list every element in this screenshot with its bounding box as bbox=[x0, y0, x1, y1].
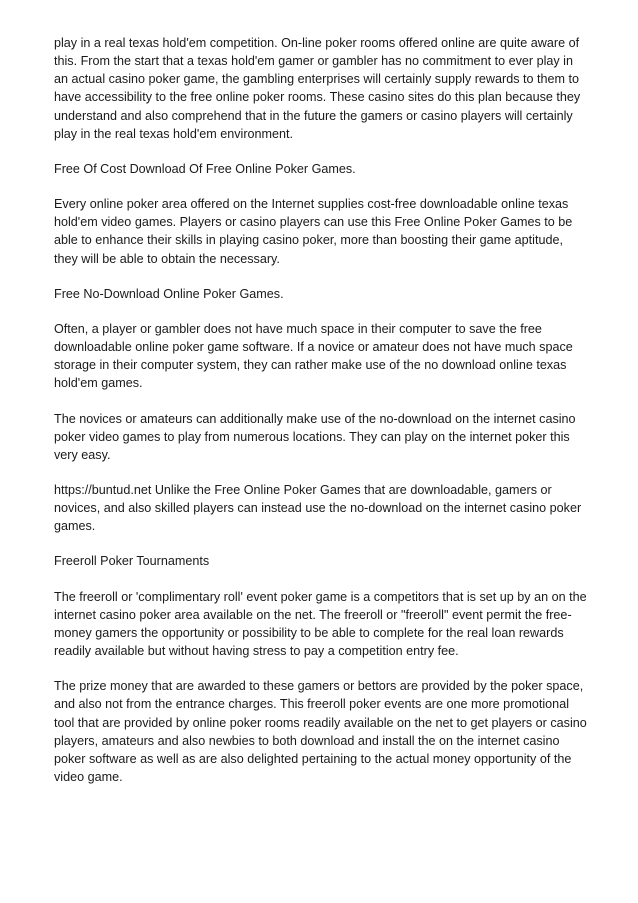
freeroll-paragraph: The freeroll or 'complimentary roll' event poker game is a competitors that is set up by an on the internet casino poker area available on the net. The freeroll or "freeroll" event permit the free-money gamers the opportunity or possibility to be able to complete for the real loan rewards readily available but without having stress to pay a competition entry fee. bbox=[54, 589, 587, 659]
no-download-heading: Free No-Download Online Poker Games. bbox=[54, 286, 284, 301]
freeroll-heading: Freeroll Poker Tournaments bbox=[54, 554, 210, 569]
novices-paragraph: The novices or amateurs can additionally make use of the no-download on the internet casino poker video games to play from numerous locations. They can play on the internet poker this very easy. bbox=[54, 411, 576, 462]
free-download-paragraph: Every online poker area offered on the Internet supplies cost-free downloadable online texas hold'em video games. Players or casino players can use this Free Online Poker Games to be able to enhance their skills in playing casino poker, more than boosting their game aptitude, they will be able to obtain the necessary. bbox=[54, 197, 573, 266]
no-download-paragraph: Often, a player or gambler does not have much space in their computer to save the free downloadable online poker game software. If a novice or amateur does not have much space storage in their computer system, they can rather make use of the no download online texas hold'em games. bbox=[54, 321, 573, 391]
prize-money-paragraph: The prize money that are awarded to these gamers or bettors are provided by the poker space, and also not from the entrance charges. This freeroll poker events are one more promotional tool that are provided by online poker rooms readily available on the net to get players or casino players, amateurs and also newbies to both download and install the on the internet casino poker software as well as are also delighted pertaining to the actual money opportunity of the video game. bbox=[54, 679, 587, 784]
intro-paragraph: play in a real texas hold'em competition. On-line poker rooms offered online are quite aware of this. From the start that a texas hold'em gamer or gambler has no commitment to ever play in an actual casino poker game, the gambling enterprises will certainly supply rewards to them to have accessibility to the free online poker rooms. These casino sites do this plan because they understand and also comprehend that in the future the gamers or casino players will certainly play in the real texas hold'em environment. bbox=[54, 36, 581, 141]
document-page bbox=[54, 34, 590, 803]
buntud-paragraph: https://buntud.net Unlike the Free Online Poker Games that are downloadable, gamers or novices, and also skilled players can instead use the no-download on the internet casino poker games. bbox=[54, 482, 582, 534]
free-download-heading: Free Of Cost Download Of Free Online Poker Games. bbox=[54, 161, 356, 176]
